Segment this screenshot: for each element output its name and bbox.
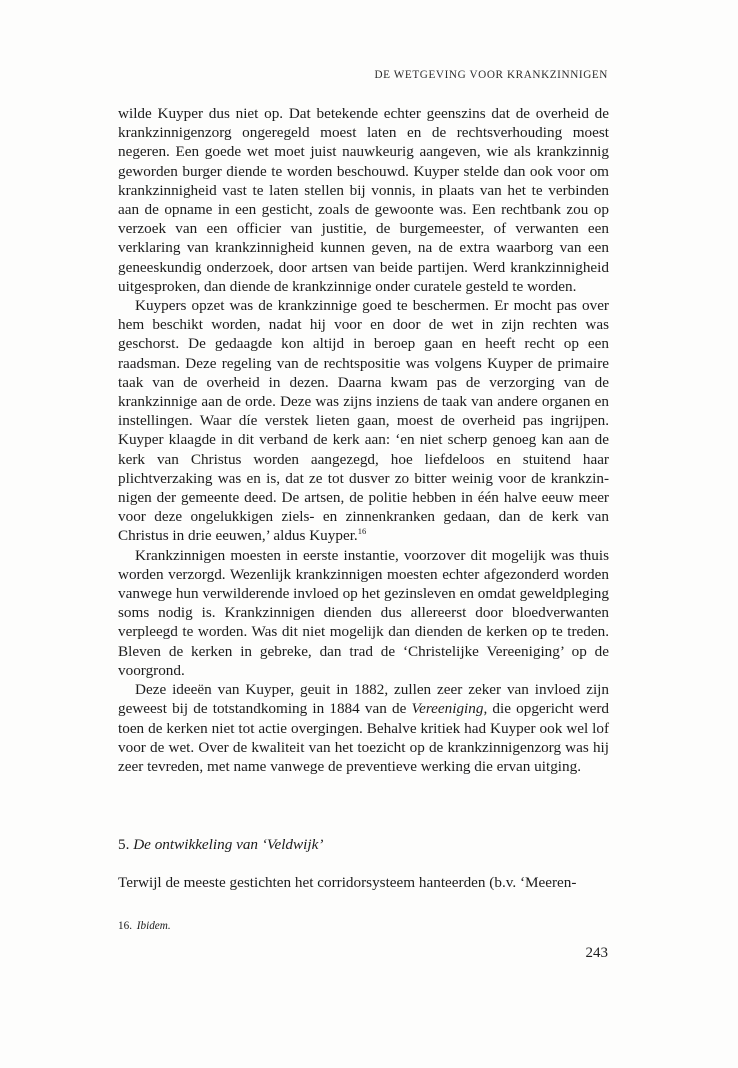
paragraph-4: Deze ideeën van Kuyper, geuit in 1882, zullen zeer zeker van invloed zijn geweest bij de totstandkoming in 1884 van de Vereeniging, die opgericht werd toen de kerken niet tot actie overgingen. Behalve kritiek had Kuyper ook wel lof voor de wet. Over de kwaliteit van het toezicht op de krankzinnigenzorg was hij zeer tevreden, met name vanwege de preventieve werking die ervan uitging. xyxy=(118,681,609,775)
paragraph-2: Kuypers opzet was de krankzinnige goed te beschermen. Er mocht pas over hem beschikt worden, nadat hij voor en door de wet in zijn rechten was geschorst. De gedaagde kon altijd in beroep gaan en heeft recht op een raadsman. Deze regeling van de rechtspositie was volgens Kuyper de primaire taak van de overheid in dezen. Daarna kwam pas de verzorging van de krankzinnige aan de orde. Deze was zijns inziens de taak van andere organen en instellingen. Waar díe verstek lieten gaan, moest de overheid pas ingrijpen. Kuyper klaagde in dit verband de kerk aan: ‘en niet scherp genoeg kan aan de kerk van Christus worden aangezegd, hoe liefdeloos en stuitend haar plichtverzaking was en is, dat ze tot dusver zo bitter weinig voor de krankzinnigen der gemeente deed. De artsen, de politie hebben in één halve eeuw meer voor deze ongelukkigen ziels- en zinnenkranken gedaan, dan de kerk van Christus in drie eeuwen,’ aldus Kuyper.$^{16}$ xyxy=(118,297,609,545)
running-header: DE WETGEVING VOOR KRANKZINNIGEN xyxy=(374,69,608,81)
continuation-paragraph: Terwijl de meeste gestichten het corridorsysteem hanteerden (b.v. ‘Meeren- xyxy=(118,874,577,891)
footnote-text: Ibidem. xyxy=(136,920,171,932)
footnote-reference: 16 xyxy=(357,526,367,537)
footnote-number: 16. xyxy=(118,920,132,932)
section-title: De ontwikkeling van ‘Veldwijk’ xyxy=(133,836,324,853)
section-number: 5. xyxy=(118,836,130,853)
paragraph-3: Krankzinnigen moesten in eerste instantie, voorzover dit mogelijk was thuis worden verzorgd. Wezenlijk krankzinnigen moesten echter afgezonderd worden vanwege hun verwilderende invloed op het gezinsleven en omdat geweldpleging soms nodig is. Krankzinnigen dienden dus allereerst door bloedverwanten verpleegd te worden. Was dit niet mogelijk dan dienden de kerken op te treden. Bleven de kerken in gebreke, dan trad de ‘Christelijke Vereeniging’ op de voorgrond. xyxy=(118,546,609,679)
paragraph-1: wilde Kuyper dus niet op. Dat betekende echter geenszins dat de overheid de krankzinnigenzorg ongeregeld moest laten en de rechtsverhouding moest negeren. Een goede wet moet juist nauwkeurig aangeven, wie als krankzinnig geworden burger diende te worden beschouwd. Kuyper stelde dan ook voor om krankzinnigheid vast te laten stellen bij vonnis, in plaats van het te verbinden aan de opname in een gesticht, zoals de gewoonte was. Een rechtbank zou op verzoek van een officier van justitie, de burgemeester, of verwanten een verklaring van krankzinnigheid kunnen geven, na de extra waarborg van een geneeskundig onderzoek, door artsen van beide partijen. Werd krankzinnigheid uitgesproken, dan diende de krankzinnige onder curatele gesteld te worden. xyxy=(118,105,609,295)
italic-term: Vereeniging xyxy=(411,700,484,718)
body-text xyxy=(118,104,609,776)
page-number: 243 xyxy=(585,945,608,961)
footnote xyxy=(118,919,609,933)
section-heading xyxy=(118,835,609,854)
